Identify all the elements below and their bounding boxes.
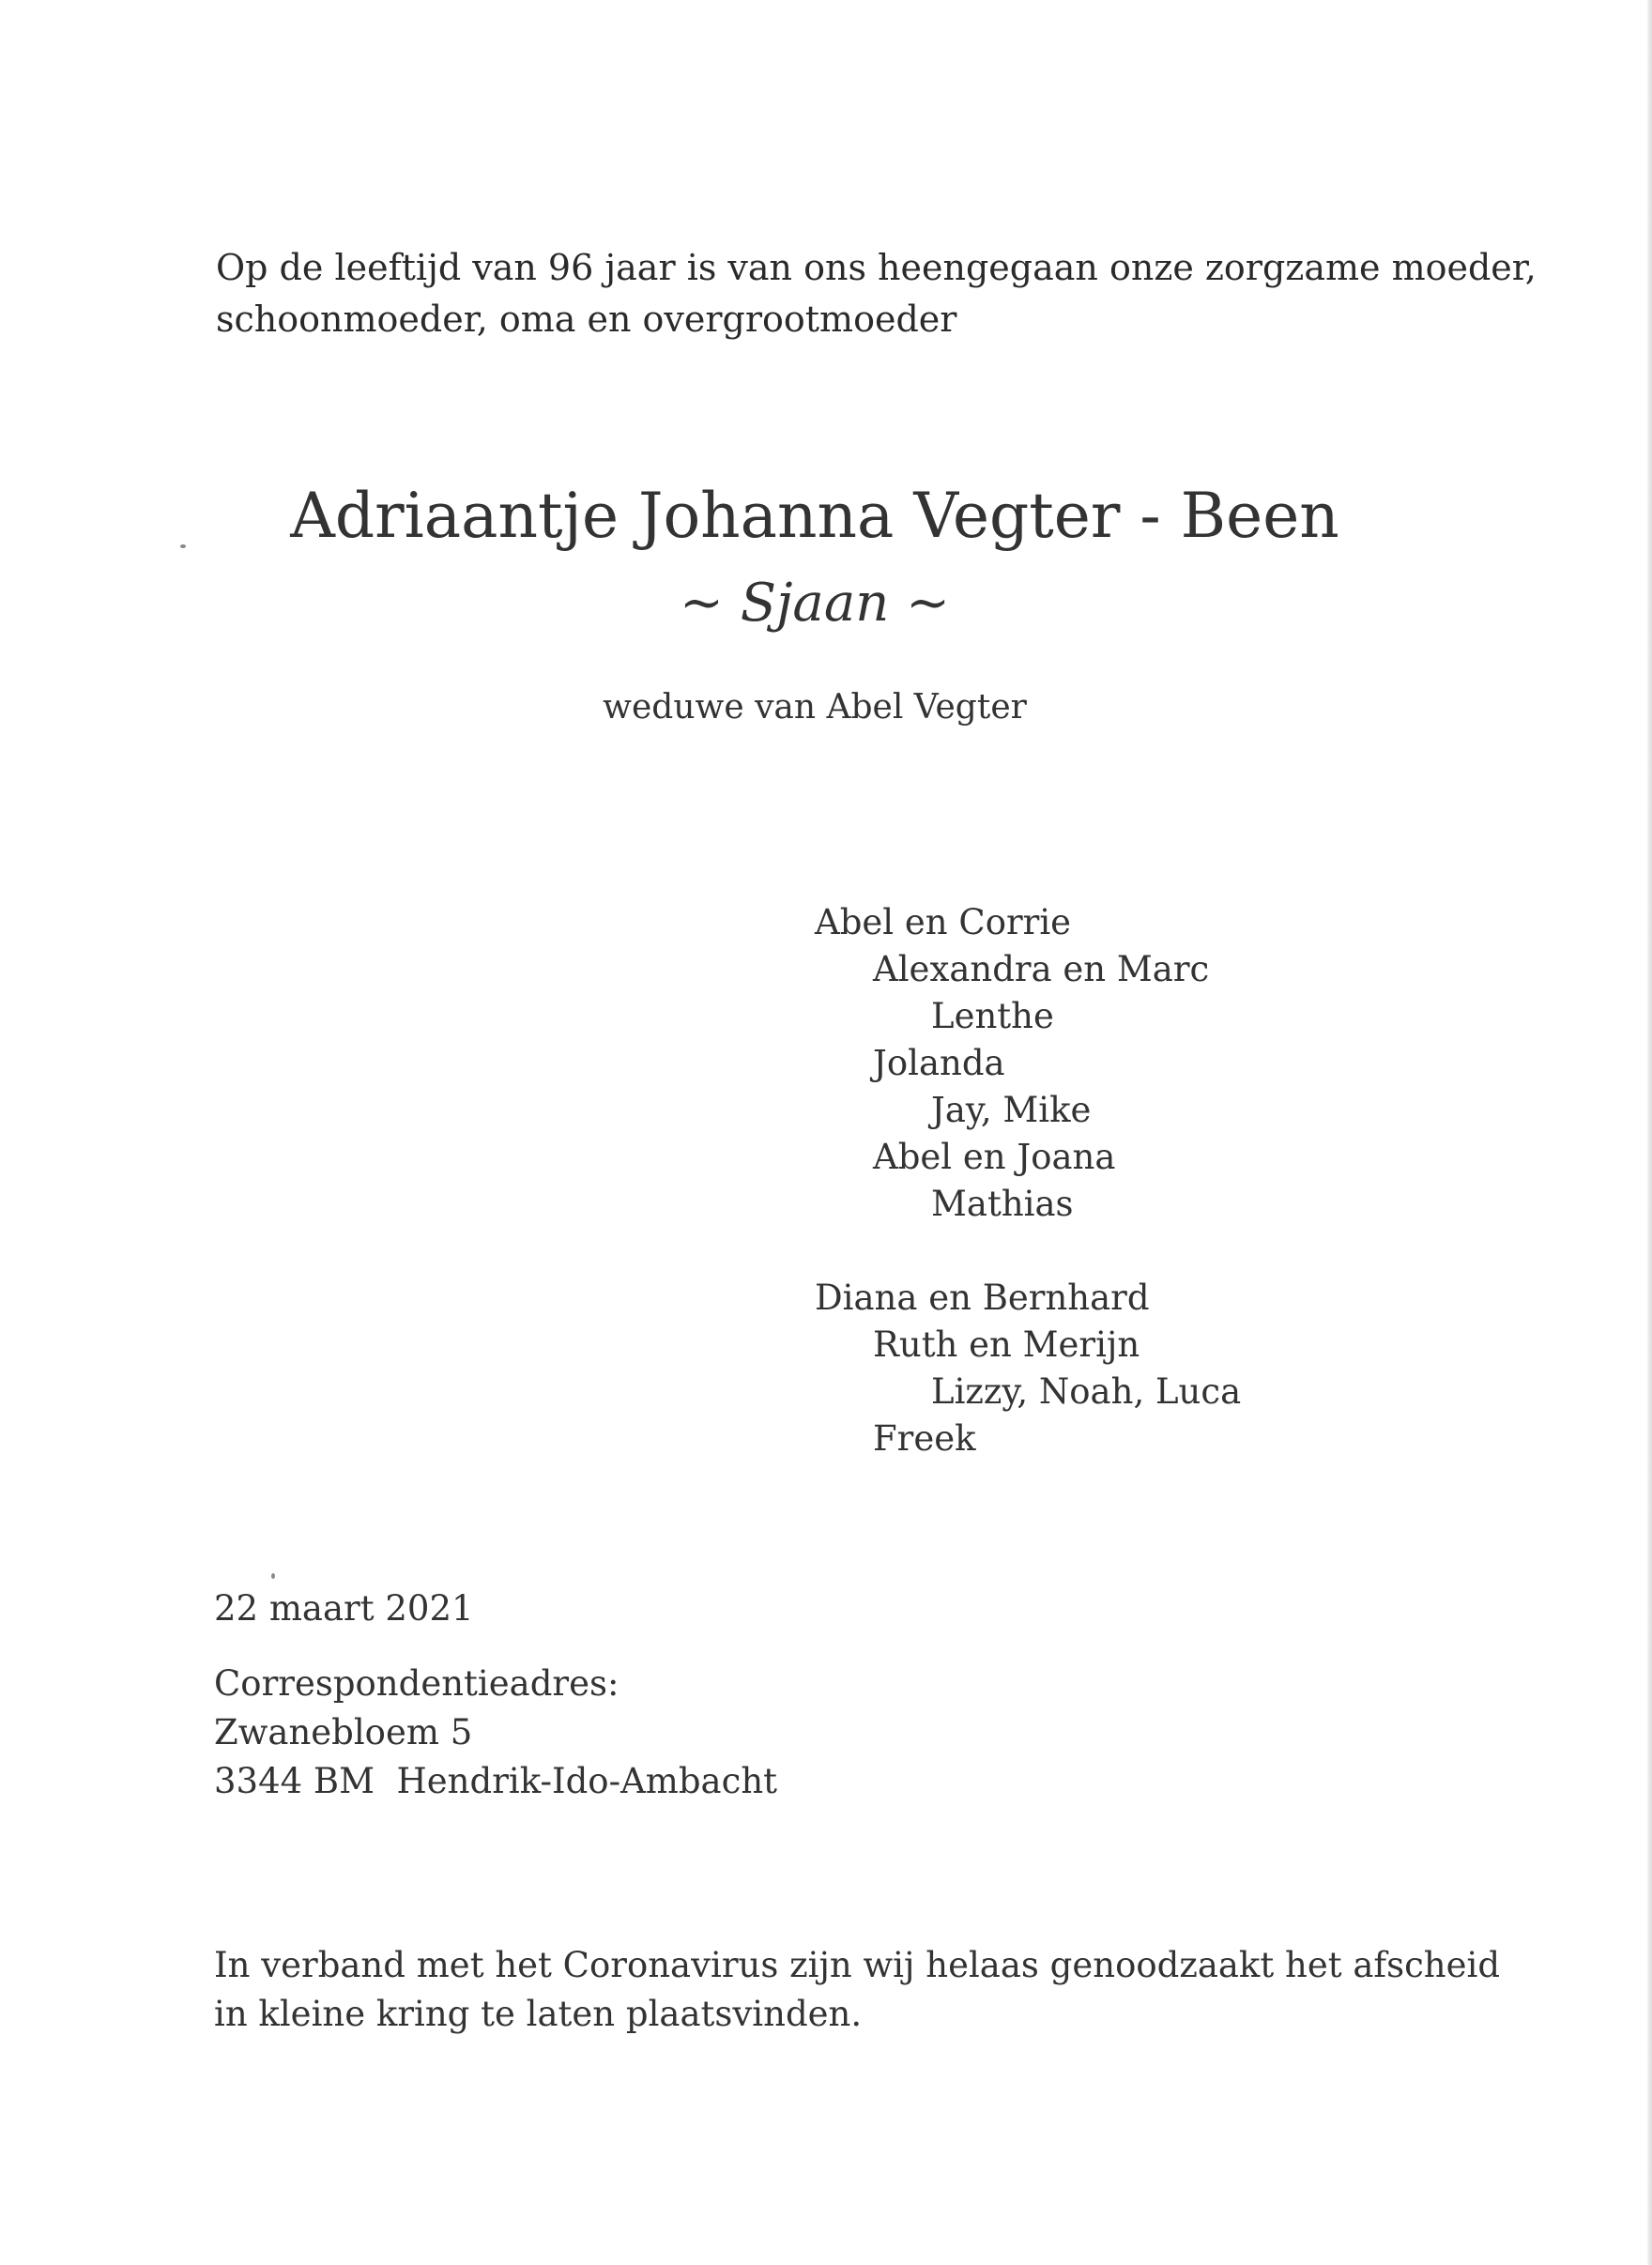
deceased-nickname: ~ Sjaan ~ xyxy=(679,573,950,634)
family-member: Abel en Joana xyxy=(873,1137,1116,1177)
family-member: Lizzy, Noah, Luca xyxy=(931,1371,1242,1412)
family-member: Freek xyxy=(873,1418,976,1459)
scan-speck xyxy=(271,1573,275,1579)
announcement-date: 22 maart 2021 xyxy=(214,1588,474,1629)
correspondence-address xyxy=(214,1660,777,1806)
family-member: Mathias xyxy=(931,1184,1074,1224)
family-list xyxy=(815,899,1241,1462)
family-member: Jay, Mike xyxy=(931,1090,1092,1130)
deceased-name: Adriaantje Johanna Vegter - Been xyxy=(290,480,1339,552)
family-member: Jolanda xyxy=(873,1043,1005,1083)
address-heading: Correspondentieadres: xyxy=(214,1663,620,1704)
intro-text xyxy=(216,242,1537,345)
widow-of-text: weduwe van Abel Vegter xyxy=(603,688,1027,727)
family-member: Diana en Bernhard xyxy=(815,1278,1150,1318)
family-member: Alexandra en Marc xyxy=(873,949,1210,989)
address-city: 3344 BM Hendrik-Ido-Ambacht xyxy=(214,1761,778,1801)
corona-notice xyxy=(214,1941,1501,2039)
family-group-spacer xyxy=(815,1228,1241,1275)
family-member: Abel en Corrie xyxy=(815,902,1072,942)
intro-line: schoonmoeder, oma en overgrootmoeder xyxy=(216,298,957,340)
notice-line: in kleine kring te laten plaatsvinden. xyxy=(214,1994,863,2034)
family-member: Lenthe xyxy=(931,996,1054,1036)
page-edge xyxy=(1647,0,1652,2265)
notice-line: In verband met het Coronavirus zijn wij helaas genoodzaakt het afscheid xyxy=(214,1945,1501,1985)
intro-line: Op de leeftijd van 96 jaar is van ons heengegaan onze zorgzame moeder, xyxy=(216,247,1537,288)
family-member: Ruth en Merijn xyxy=(873,1324,1140,1365)
address-street: Zwanebloem 5 xyxy=(214,1712,473,1752)
